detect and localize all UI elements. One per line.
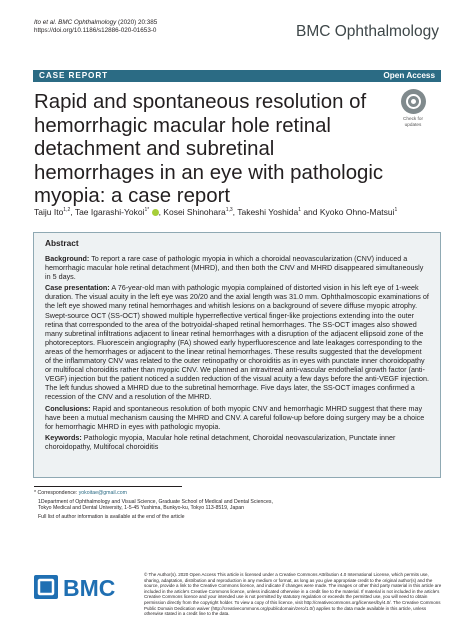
citation-doi[interactable]: https://doi.org/10.1186/s12886-020-01653-0: [34, 27, 157, 35]
author-name[interactable]: Takeshi Yoshida: [237, 206, 299, 217]
check-for-updates-button[interactable]: [396, 89, 430, 127]
citation-journal: BMC Ophthalmology: [58, 19, 117, 26]
author-affiliation-sup: 1: [394, 207, 398, 213]
orcid-icon[interactable]: [152, 209, 159, 216]
abstract-heading: Abstract: [45, 238, 79, 248]
correspondence-note: * Correspondence: yokoitae@gmail.com: [34, 490, 127, 496]
author-list: [34, 205, 444, 218]
bmc-logo-mark: [34, 575, 58, 599]
footnotes: [34, 486, 274, 522]
author-affiliation-sup: 1*: [144, 207, 150, 213]
author-affiliation-sup: 1: [298, 207, 301, 213]
affiliation-note: 1Department of Ophthalmology and Visual Science, Graduate School of Medical and Dental Sciences, Tokyo Medical and Dental University, 1-5-45 Yushima, Bunkyo-ku, Tokyo 113-8519, Japan: [38, 498, 273, 511]
author-name[interactable]: Tae Igarashi-Yokoi: [74, 206, 145, 217]
author-separator: ,: [232, 206, 238, 217]
article-title: Rapid and spontaneous resolution of hemorrhagic macular hole retinal detachment and subretinal hemorrhages in an eye with pathologic myopia: a case report: [34, 91, 384, 208]
citation-year: (2020) 20:385: [118, 19, 158, 26]
abstract-background: Background: To report a rare case of pathologic myopia in which a choroidal neovascularization (CNV) induced a hemorrhagic macular hole retinal detachment (MHRD), and then both the CNV and MHRD disappeared simultaneously in 5 days.: [45, 254, 424, 282]
bmc-logo-text: BMC: [63, 575, 116, 600]
citation-header: [34, 19, 157, 36]
author-name[interactable]: Taiju Ito: [34, 206, 64, 217]
footnote-divider: [34, 486, 182, 487]
license-text: © The Author(s). 2020 Open Access This article is licensed under a Creative Commons Attribution 4.0 International License, which permits use, sharing, adaptation, distribution and reproduction in any medium or format, as long as you give appropriate credit to the original author(s) and the source, provide a link to the Creative Commons licence, and indicate if changes were made. The images or other third party material in this article are included in the article's Creative Commons licence, unless indicated otherwise in a credit line to the material. If material is not included in the article's Creative Commons licence and your intended use is not permitted by statutory regulation or exceeds the permitted use, you will need to obtain permission directly from the copyright holder. To view a copy of this licence, visit http://creativecommons.org/licenses/by/4.0/. The Creative Commons Public Domain Dedication waiver (http://creativecommons.org/publicdomain/zero/1.0/) applies to the data made available in this article, unless otherwise stated in a credit line to the data.: [144, 572, 442, 617]
correspondence-email-link[interactable]: yokoitae@gmail.com: [78, 490, 127, 496]
bmc-logo: [34, 574, 138, 600]
author-info-note: Full list of author information is available at the end of the article: [38, 513, 185, 520]
author-separator: ,: [158, 206, 164, 217]
journal-brand: BMC Ophthalmology: [295, 23, 439, 40]
author-name[interactable]: Kyoko Ohno-Matsui: [319, 206, 395, 217]
check-updates-label: Check for updates: [402, 116, 424, 127]
abstract-conclusions: Conclusions: Rapid and spontaneous resolution of both myopic CNV and hemorrhagic MHRD suggest that there may have been a mutual mechanism causing the MHRD and CNV. A careful follow-up before doing surgery may be a choice for hemorrhagic MHRD in eyes with pathologic myopia.: [45, 403, 425, 431]
article-type-label: CASE REPORT: [39, 71, 109, 80]
author-name[interactable]: Kosei Shinohara: [163, 206, 226, 217]
abstract-case-presentation: Case presentation: A 76-year-old man with pathologic myopia complained of distorted vision in his left eye of 1-week duration. The visual acuity in the left eye was 20/20 and the axial length was 31.0 mm. Ophthalmoscopic examinations of the left eye showed many retinal hemorrhages and whitish lesions on a background of severe diffuse myopic atrophy. Swept-source OCT (SS-OCT) showed multiple hyperreflective vertical finger-like projections extending into the outer retina that corresponded to the area of the botryoidal-shaped retinal hemorrhages. The SS-OCT images also showed many subretinal infiltrations adjacent to linear retinal hemorrhages with a disruption of the adjacent ellipsoid zone of the photoreceptors. Fluorescein angiography (FA) showed early hyperfluorescence and late leakages corresponding to the areas of the hemorrhages or adjacent to the linear retinal hemorrhages. These results suggested that the development of the inflammatory CNV was related to the outer retinopathy or choroiditis as in eyes with punctate inner choroidopathy or multifocal choroiditis rather than myopic CNV. We planned an intravitreal anti-vascular endothelial growth factor (anti-VEGF) injection but the patient noticed a sudden reduction of the visual acuity a few days before the anti-VEGF injection. The left fundus showed a MHRD due to the subretinal hemorrhage. Five days later, the SS-OCT images confirmed a recession of the CNV and a resolution of the MHRD.: [45, 283, 429, 402]
citation-authors: Ito et al.: [34, 19, 57, 26]
author-separator: ,: [70, 206, 75, 217]
open-access-label: Open Access: [383, 71, 435, 80]
author-separator: and: [300, 206, 320, 217]
abstract-box: [33, 232, 441, 478]
author-affiliation-sup: 1,3: [225, 207, 233, 213]
check-updates-icon: [401, 89, 426, 114]
author-affiliation-sup: 1,2: [63, 207, 71, 213]
article-type-banner: [33, 70, 441, 82]
abstract-keywords: Keywords: Pathologic myopia, Macular hole retinal detachment, Choroidal neovascularization, Punctate inner choroidopathy, Multifocal choroiditis: [45, 432, 396, 451]
